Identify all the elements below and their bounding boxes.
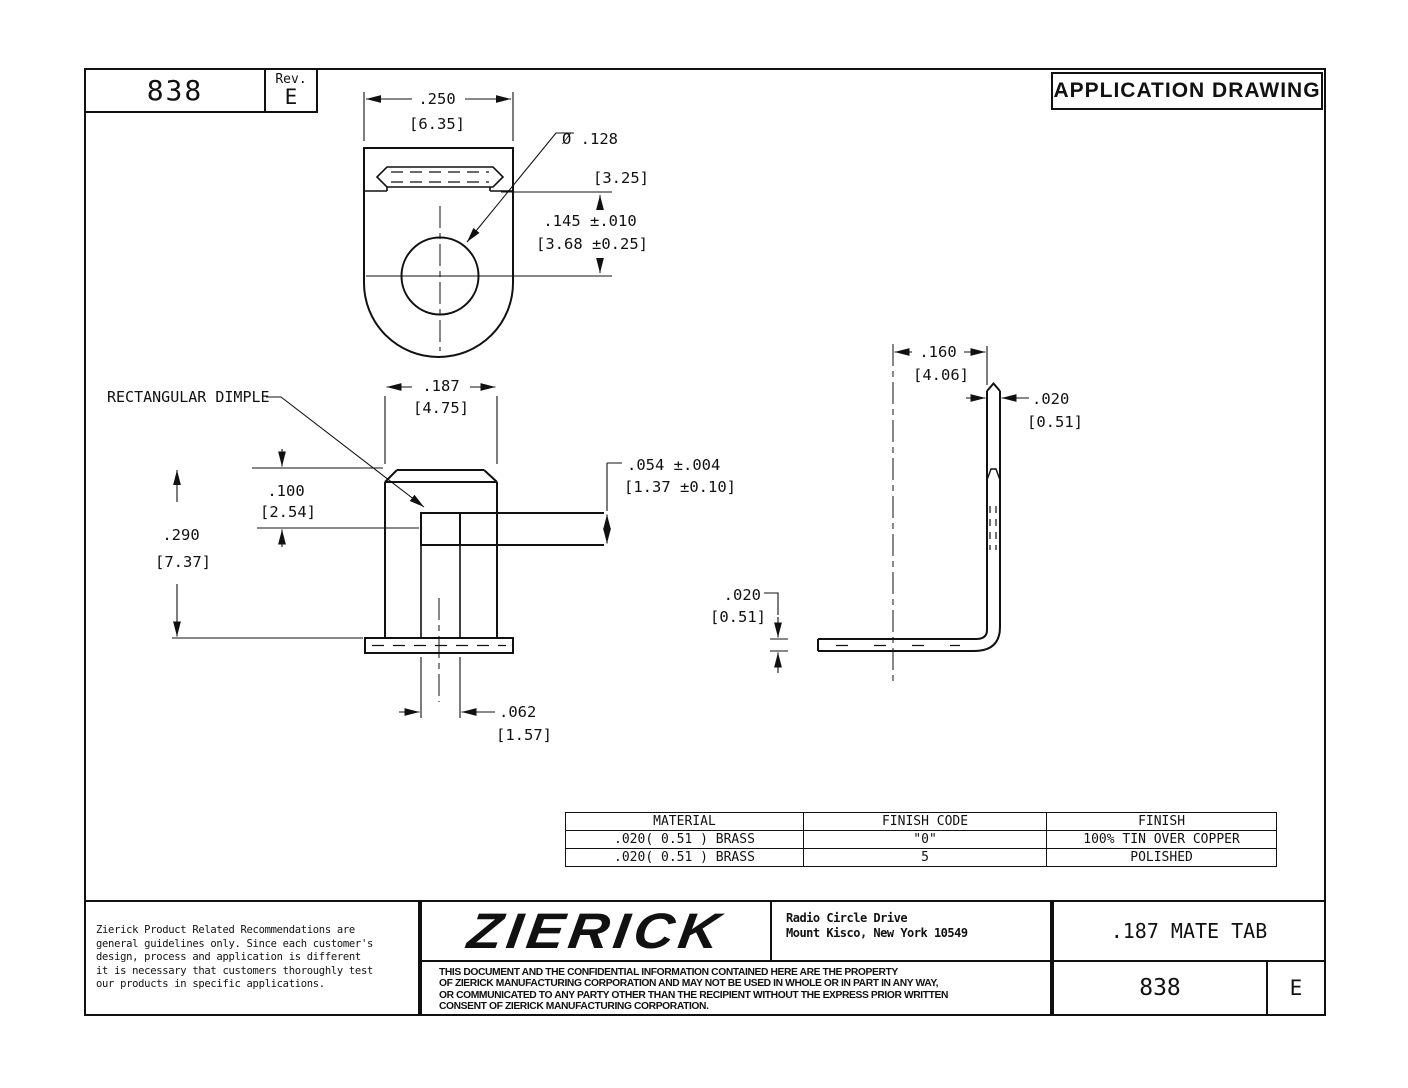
side-view-outline <box>818 384 1000 652</box>
side-view <box>764 344 1029 684</box>
dim-054-mm: [1.37 ±0.10] <box>624 478 736 496</box>
confidential-notice <box>422 962 1050 1012</box>
dim-187-mm: [4.75] <box>413 399 469 417</box>
dim-062-mm: [1.57] <box>496 726 552 744</box>
part-name: .187 MATE TAB <box>1054 902 1324 962</box>
rev-value-top: E <box>284 85 298 109</box>
title-block-right <box>1052 900 1326 1016</box>
table-row <box>566 849 1277 867</box>
dim-128-mm: [3.25] <box>593 169 649 187</box>
header-material: MATERIAL <box>566 813 804 831</box>
recommendations-line: design, process and application is different <box>96 951 361 963</box>
part-number-row <box>1054 962 1324 1014</box>
front-view <box>172 387 622 718</box>
dimple-label: RECTANGULAR DIMPLE <box>107 388 270 406</box>
side-dimple-chevron <box>987 469 1000 480</box>
dim-020top-in: .020 <box>1032 390 1070 408</box>
side-extension-lines <box>764 346 1029 651</box>
dim-100-mm: [2.54] <box>260 503 316 521</box>
rev-value-bottom: E <box>1266 962 1324 1014</box>
dim-290-in: .290 <box>162 526 200 544</box>
dim-100-in: .100 <box>267 482 305 500</box>
dim-128-in: Ø .128 <box>562 130 618 148</box>
dim-145-in: .145 ±.010 <box>543 212 637 230</box>
dim-020bot-in: .020 <box>723 586 761 604</box>
top-view-outline <box>364 148 513 357</box>
cell-material-2: .020( 0.51 ) BRASS <box>566 849 804 867</box>
address-line-1: Radio Circle Drive <box>786 911 908 925</box>
dim-020bot-mm: [0.51] <box>710 608 766 626</box>
front-view-sides <box>385 482 497 638</box>
logo-row <box>422 902 1050 962</box>
dim-250-in: .250 <box>418 90 456 108</box>
confidential-line: CONSENT OF ZIERICK MANUFACTURING CORPORATION. <box>439 1000 709 1012</box>
header-finish-code: FINISH CODE <box>803 813 1046 831</box>
dimple-edges-lower <box>421 545 460 638</box>
company-address <box>770 902 1050 960</box>
confidential-line: OR COMMUNICATED TO ANY PARTY OTHER THAN THE RECIPIENT WITHOUT THE EXPRESS PRIOR WRITTEN <box>439 989 949 1001</box>
top-view-serration-band <box>377 167 503 187</box>
blade-lines <box>461 513 604 545</box>
confidential-line: THIS DOCUMENT AND THE CONFIDENTIAL INFORMATION CONTAINED HERE ARE THE PROPERTY <box>439 967 898 978</box>
table-row <box>566 831 1277 849</box>
cell-finish-2: POLISHED <box>1047 849 1277 867</box>
front-extension-lines <box>172 396 622 718</box>
dim-250-mm: [6.35] <box>409 115 465 133</box>
top-view-serration-hatch <box>391 172 489 182</box>
dim-160-mm: [4.06] <box>913 366 969 384</box>
table-header-row <box>566 813 1277 831</box>
front-view-top-band <box>385 470 497 482</box>
recommendations-line: Zierick Product Related Recommendations are <box>96 924 355 936</box>
address-line-2: Mount Kisco, New York 10549 <box>786 926 968 940</box>
part-number-top: 838 <box>146 74 204 107</box>
drawing-type-title: APPLICATION DRAWING <box>1053 79 1321 102</box>
cell-finish-1: 100% TIN OVER COPPER <box>1047 831 1277 849</box>
company-logo-text: ZIERICK <box>464 903 728 959</box>
cell-finish-code-1: "0" <box>803 831 1046 849</box>
dim-187-in: .187 <box>422 377 460 395</box>
cell-finish-code-2: 5 <box>803 849 1046 867</box>
dim-160-in: .160 <box>919 343 957 361</box>
confidential-line: OF ZIERICK MANUFACTURING CORPORATION AND MAY NOT BE USED IN WHOLE OR IN PART IN ANY WAY, <box>439 978 939 990</box>
dim-145-mm: [3.68 ±0.25] <box>536 235 648 253</box>
part-number-bottom: 838 <box>1139 975 1181 1001</box>
recommendations-line: our products in specific applications. <box>96 978 325 990</box>
rev-label: Rev. <box>275 72 307 87</box>
dim-290-mm: [7.37] <box>155 553 211 571</box>
cell-material-1: .020( 0.51 ) BRASS <box>566 831 804 849</box>
side-dimple-hidden <box>990 506 996 550</box>
recommendations-line: it is necessary that customers thoroughly test <box>96 964 373 977</box>
materials-table <box>565 812 1277 867</box>
dimple-square <box>421 513 460 545</box>
company-logo <box>422 902 770 960</box>
dim-054-in: .054 ±.004 <box>627 456 721 474</box>
dim-020top-mm: [0.51] <box>1027 413 1083 431</box>
recommendations-line: general guidelines only. Since each customer's <box>96 937 373 950</box>
dim-062-in: .062 <box>499 703 537 721</box>
recommendations-block <box>84 900 420 1016</box>
header-finish: FINISH <box>1047 813 1277 831</box>
title-block-center <box>420 900 1052 1016</box>
